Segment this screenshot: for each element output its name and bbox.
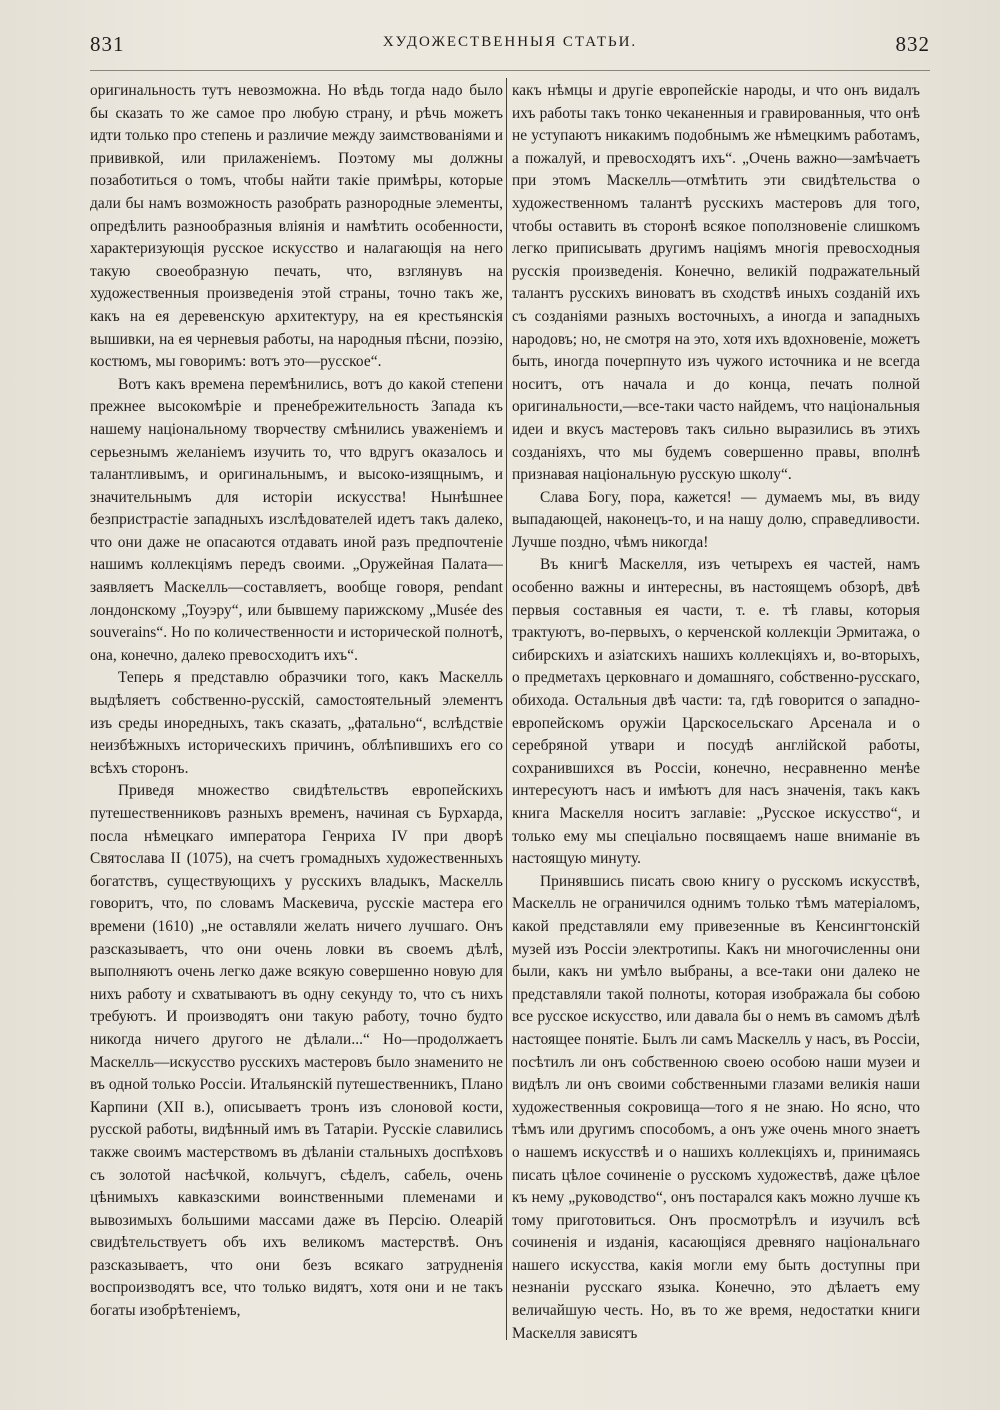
running-header — [90, 32, 930, 62]
paragraph: Приведя множество свидѣтельствъ европейскихъ путешественниковъ разныхъ временъ, начиная съ Бурхарда, посла нѣмецкаго императора Генриха IV при дворѣ Святослава II (1075), на счетъ громадныхъ художественныхъ богатствъ, существующихъ у русскихъ владыкъ, Маскелль говоритъ, что, по словамъ Маскевича, русскіе мастера его времени (1610) „не оставляли желать ничего лучшаго. Онъ разсказываетъ, что они очень ловки въ своемъ дѣлѣ, выполняютъ очень легко даже всякую совершенно новую для нихъ работу и схватываютъ въ одну секунду то, что съ нихъ требуютъ. И производятъ они такую работу, точно будто никогда ничего другого не дѣлали...“ Но—продолжаетъ Маскелль—искусство русскихъ мастеровъ было знаменито не въ одной только Россіи. Итальянскій путешественникъ, Плано Карпини (XII в.), описываетъ тронъ изъ слоновой кости, русской работы, видѣнный имъ въ Татаріи. Русскіе славились также своимъ мастерствомъ въ дѣланіи стальныхъ доспѣховъ съ золотой насѣчкой, кольчугъ, сѣделъ, сабель, очень цѣнимыхъ кавказскими воинственными племенами и вывозимыхъ большими массами даже въ Персію. Олеарій свидѣтельствуетъ объ ихъ великомъ мастерствѣ. Онъ разсказываетъ, что они безъ всякаго затрудненія воспроизводятъ все, что только видятъ, хотя они и не такъ богаты изобрѣтеніемъ, — [90, 782, 503, 1320]
paragraph: Въ книгѣ Маскелля, изъ четырехъ ея частей, намъ особенно важны и интересны, въ настоящемъ обзорѣ, двѣ первыя составныя ея части, т. е. тѣ главы, которыя трактуютъ, во-первыхъ, о керченской коллекціи Эрмитажа, о сибирскихъ и азіатскихъ нашихъ коллекціяхъ и, во-вторыхъ, о предметахъ церковнаго и домашняго, собственно-русскаго, обихода. Остальныя двѣ части: та, гдѣ говорится о западно-европейскомъ оружіи Царскосельскаго Арсенала и о серебряной утвари и посудѣ англійской работы, сохранившихся въ Россіи, конечно, несравненно менѣе интересуютъ насъ и имѣютъ для насъ значенія, такъ какъ книга Маскелля носитъ заглавіе: „Русское искусство“, и только ему мы спеціально посвящаемъ наше вниманіе въ настоящую минуту. — [512, 556, 920, 868]
paragraph: Теперь я представлю образчики того, какъ Маскелль выдѣляетъ собственно-русскій, самостоятельный элементъ изъ среды иноредныхъ, такъ сказать, „фатально“, вслѣдствіе неизбѣжныхъ историческихъ причинъ, облѣпившихъ его со всѣхъ сторонъ. — [90, 669, 503, 777]
right-column — [512, 80, 920, 1380]
page-number-right: 832 — [895, 32, 930, 56]
paragraph: какъ нѣмцы и другіе европейскіе народы, и что онъ видалъ ихъ работы такъ тонко чеканенныя и гравированныя, что онѣ не уступаютъ никакимъ подобнымъ же нѣмецкимъ работамъ, а пожалуй, и превосходятъ ихъ“. „Очень важно—замѣчаетъ при этомъ Маскелль—отмѣтить эти свидѣтельства о художественномъ талантѣ русскихъ мастеровъ для того, чтобы оставить въ сторонѣ всякое поползновеніе слишкомъ легко приписывать другимъ націямъ многія превосходныя русскія произведенія. Конечно, великій подражательный талантъ русскихъ виноватъ въ сходствѣ иныхъ созданій ихъ съ созданіями разныхъ восточныхъ, а иногда и западныхъ народовъ; но, не смотря на это, хотя ихъ вдохновеніе, можетъ быть, иногда почерпнуто изъ чужого источника и не всегда носитъ, отъ начала и до конца, печать полной оригинальности,—все-таки часто найдемъ, что національныя идеи и вкусъ мастеровъ такъ сильно выразились въ этихъ созданіяхъ, что мы будемъ совершенно правы, вполнѣ признавая національную русскую школу“. — [512, 82, 920, 484]
paragraph: оригинальность тутъ невозможна. Но вѣдь тогда надо было бы сказать то же самое про любую страну, и рѣчь можетъ идти только про степень и различие между заимствованіями и прививкой, или прилаженіемъ. Поэтому мы должны позаботиться о томъ, чтобы найти такіе примѣры, которые дали бы намъ возможность разобрать разнородные элементы, опредѣлить разнообразныя вліянія и намѣтить особенности, характеризующія русское искусство и налагающія на него такую своеобразную печать, что, взглянувъ на художественныя произведенія этой страны, точно такъ же, какъ на ея деревенскую архитектуру, на ея крестьянскія вышивки, на ея черневыя работы, на народныя пѣсни, поэзію, костюмъ, мы говоримъ: вотъ это—русское“. — [90, 82, 503, 371]
paragraph: Вотъ какъ времена перемѣнились, вотъ до какой степени прежнее высокомѣріе и пренебрежительность Запада къ нашему національному творчеству смѣнились уваженіемъ и серьезнымъ желаніемъ изучить то, что вдругъ оказалось и талантливымъ, и оригинальнымъ, и высоко-изящнымъ, и значительнымъ для исторіи искусства! Нынѣшнее безпристрастіе западныхъ изслѣдователей идетъ такъ далеко, что они даже не опасаются отдавать иной разъ предпочтеніе нашимъ коллекціямъ передъ своими. „Оружейная Палата—заявляетъ Маскелль—составляетъ, вообще говоря, pendant лондонскому „Тоуэру“, или бывшему парижскому „Musée des souverains“. Но по количественности и исторической полнотѣ, она, конечно, далеко превосходитъ ихъ“. — [90, 375, 503, 664]
section-title: ХУДОЖЕСТВЕННЫЯ СТАТЬИ. — [382, 34, 638, 50]
paragraph: Слава Богу, пора, кажется! — думаемъ мы, въ виду выпадающей, наконецъ-то, и на нашу долю, справедливости. Лучше поздно, чѣмъ никогда! — [512, 488, 920, 551]
left-column — [90, 80, 503, 1380]
header-rule — [90, 70, 930, 71]
page-number-left: 831 — [90, 32, 125, 56]
paragraph: Принявшись писать свою книгу о русскомъ искусствѣ, Маскелль не ограничился однимъ только тѣмъ матеріаломъ, какой представляли ему привезенные въ Кенсингтонскій музей изъ Россіи электротипы. Какъ ни многочисленны они были, какъ ни умѣло выбраны, а все-таки они далеко не представляли такой полноты, которая изображала бы собою все русское искусство, или давала бы о немъ въ самомъ дѣлѣ настоящее понятіе. Былъ ли самъ Маскелль у насъ, въ Россіи, посѣтилъ ли онъ собственною своею особою наши музеи и видѣлъ ли онъ своими собственными глазами великія наши художественныя сокровища—того я не знаю. Но ясно, что тѣмъ или другимъ способомъ, а онъ уже очень много знаетъ о нашемъ искусствѣ и о нашихъ коллекціяхъ и, принимаясь писать цѣлое сочиненіе о русскомъ художествѣ, даже цѣлое къ нему „руководство“, онъ постарался какъ можно лучше къ тому приготовиться. Онъ просмотрѣлъ и изучилъ всѣ сочиненія и изданія, касающіяся древняго національнаго нашего искусства, какія могли ему быть доступны при незнаніи русскаго языка. Конечно, это дѣлаетъ ему величайшую честь. Но, въ то же время, недостатки книги Маскелля зависятъ — [512, 872, 920, 1342]
column-divider — [506, 78, 507, 1340]
